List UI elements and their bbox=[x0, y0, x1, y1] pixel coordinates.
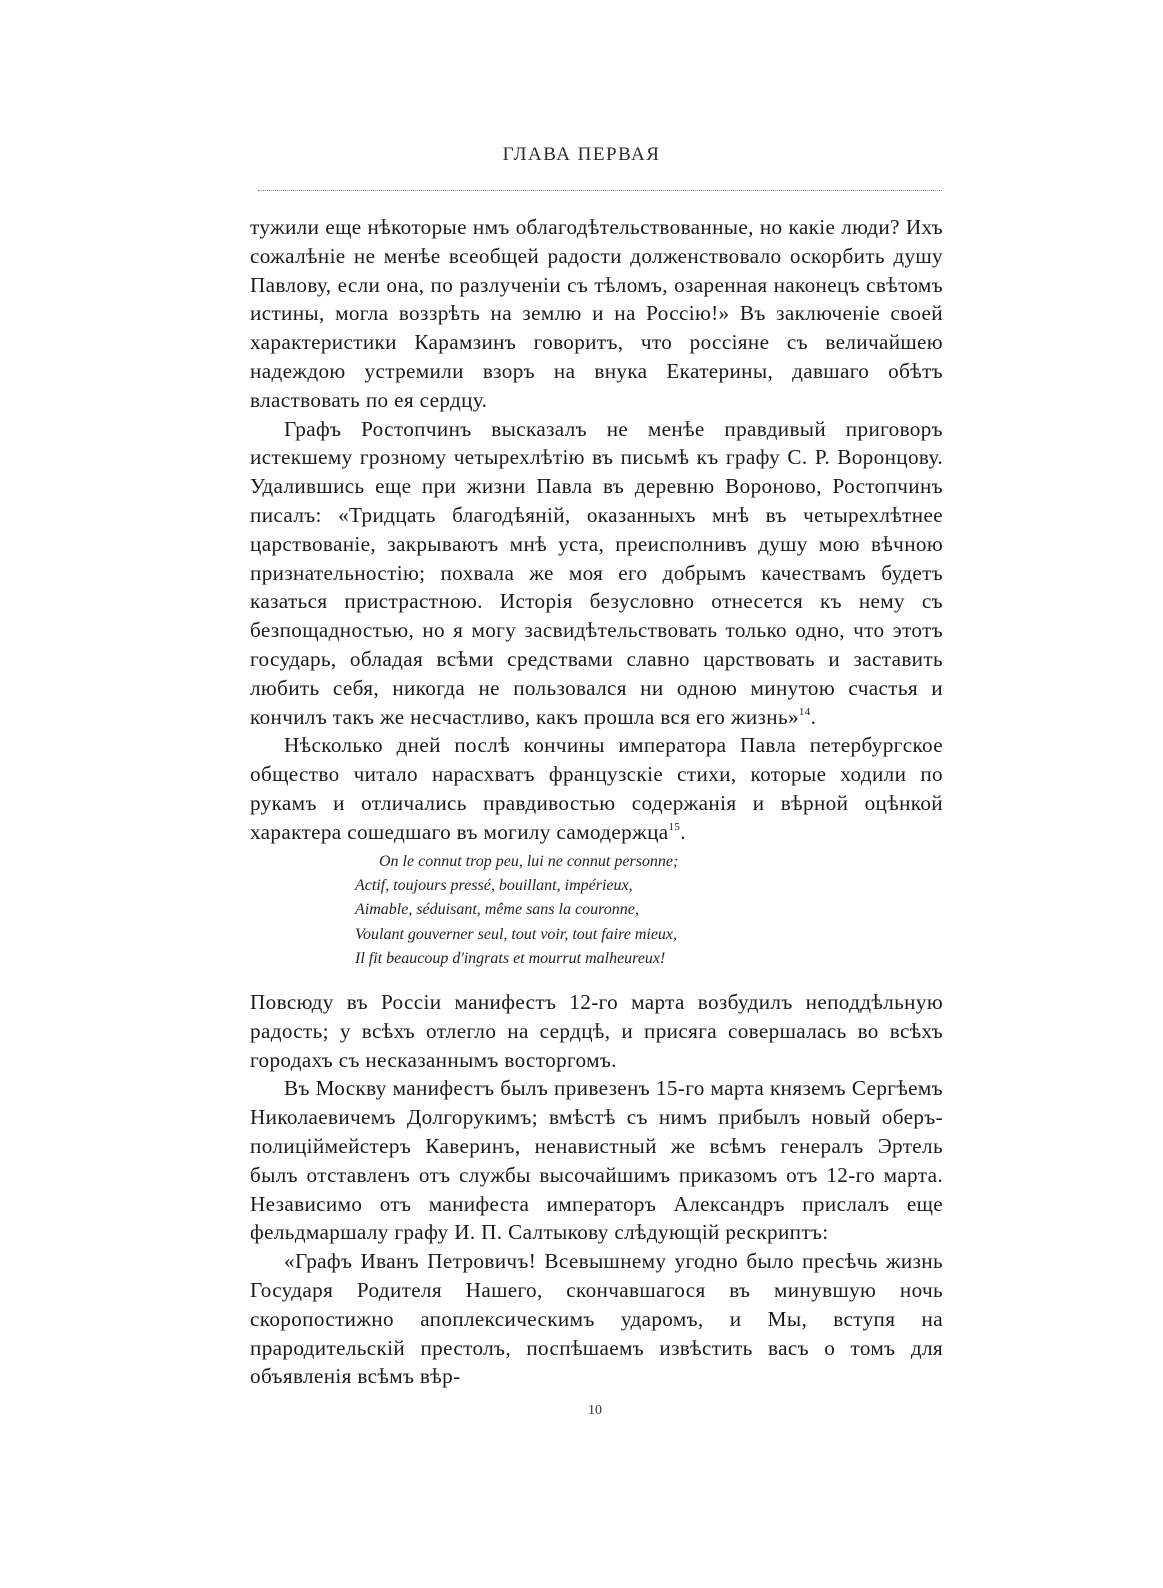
paragraph-rescript: «Графъ Иванъ Петровичъ! Всевышнему угодно было пресѣчь жизнь Государя Родителя Нашего, скончавшагося въ минувшую ночь скоропостижно апоплексическимъ ударомъ, и Мы, вступя на прародительскій престолъ, поспѣшаемъ извѣстить васъ о томъ для объявленія всѣмъ вѣр- bbox=[250, 1249, 943, 1389]
text-block-lower bbox=[250, 988, 943, 1391]
header-rule bbox=[258, 190, 942, 191]
paragraph-rostopchin: Графъ Ростопчинъ высказалъ не менѣе правдивый приговоръ истекшему грозному четырехлѣтію въ письмѣ къ графу С. Р. Воронцову. Удалившись еще при жизни Павла въ деревню Вороново, Ростопчинъ писалъ: «Тридцать благодѣяній, оказанныхъ мнѣ въ четырехлѣтнее царствованіе, закрываютъ мнѣ уста, преисполнивъ душу мою вѣчною признательностію; похвала же моя его добрымъ качествамъ будетъ казаться пристрастною. Исторія безусловно отнесется къ нему съ безпощадностью, но я могу засвидѣтельствовать только одно, что этотъ государь, обладая всѣми средствами славно царствовать и заставить любить себя, никогда не пользовался ни одною минутою счастья и кончилъ такъ же несчастливо, какъ прошла вся его жизнь»$^{14}$. bbox=[250, 416, 943, 729]
verse-line: Actif, toujours pressé, bouillant, impérieux, bbox=[355, 877, 633, 895]
paragraph-moscow: Въ Москву манифестъ былъ привезенъ 15-го марта княземъ Сергѣемъ Николаевичемъ Долгорукимъ; вмѣстѣ съ нимъ прибылъ новый оберъ-полицiймейстеръ Каверинъ, ненавистный же всѣмъ генералъ Эртель былъ отставленъ отъ службы высочайшимъ приказомъ отъ 12-го марта. Независимо отъ манифеста императоръ Александръ прислалъ еще фельдмаршалу графу И. П. Салтыкову слѣдующій рескриптъ: bbox=[250, 1076, 943, 1245]
footnote-ref-14: 14 bbox=[798, 705, 811, 718]
page-number: 10 bbox=[588, 1403, 602, 1418]
paragraph-rostopchin-text: Графъ Ростопчинъ высказалъ не менѣе правдивый приговоръ истекшему грозному четырехлѣтію въ письмѣ къ графу С. Р. Воронцову. Удалившись еще при жизни Павла въ деревню Вороново, Ростопчинъ писалъ: «Тридцать благодѣяній, оказанныхъ мнѣ въ четырехлѣтнее царствованіе, закрываютъ мнѣ уста, преисполнивъ душу мою вѣчною признательностію; похвала же моя его добрымъ качествамъ будетъ казаться пристрастною. Исторія безусловно отнесется къ нему съ безпощадностью, но я могу засвидѣтельствовать только одно, что этотъ государь, обладая всѣми средствами славно царствовать и заставить любить себя, никогда не пользовался ни одною минутою счастья и кончилъ такъ же несчастливо, какъ прошла вся его жизнь» bbox=[250, 416, 943, 729]
verse-line: Voulant gouverner seul, tout voir, tout faire mieux, bbox=[355, 925, 678, 943]
paragraph-french-verses: Нѣсколько дней послѣ кончины императора Павла петербургское общество читало нарасхватъ французскіе стихи, которые ходили по рукамъ и отличались правдивостью содержанія и вѣрной оцѣнкой характера сошедшаго въ могилу самодержца$^{15}$. bbox=[250, 733, 943, 844]
footnote-ref-15: 15 bbox=[668, 820, 681, 833]
running-head: ГЛАВА ПЕРВАЯ bbox=[502, 144, 661, 165]
verse-line: On le connut trop peu, lui ne connut personne; bbox=[379, 853, 679, 870]
verse-line: Aimable, séduisant, même sans la couronne, bbox=[355, 901, 639, 919]
paragraph-manifesto: Повсюду въ Россіи манифестъ 12-го марта возбудилъ неподдѣльную радость; у всѣхъ отлегло на сердцѣ, и присяга совершалась во всѣхъ городахъ съ несказаннымъ восторгомъ. bbox=[250, 990, 943, 1072]
paragraph-karamzin: тужили еще нѣкоторые нмъ облагодѣтельствованные, но какіе люди? Ихъ сожалѣніе не менѣе всеобщей радости долженствовало оскорбить душу Павлову, если она, по разлученіи съ тѣломъ, озаренная наконецъ свѣтомъ истины, могла воззрѣть на землю и на Россію!» Въ заключеніе своей характеристики Карамзинъ говоритъ, что россіяне съ величайшею надеждою устремили взоръ на внука Екатерины, давшаго обѣтъ властвовать по ея сердцу. bbox=[250, 215, 943, 412]
text-block-upper bbox=[250, 213, 943, 847]
french-verse bbox=[355, 850, 678, 971]
paragraph-french-verses-text: Нѣсколько дней послѣ кончины императора Павла петербургское общество читало нарасхватъ французскіе стихи, которые ходили по рукамъ и отличались правдивостью содержанія и вѣрной оцѣнкой характера сошедшаго въ могилу самодержца bbox=[250, 733, 943, 844]
verse-line: Il fit beaucoup d'ingrats et mourrut malheureux! bbox=[355, 949, 666, 967]
